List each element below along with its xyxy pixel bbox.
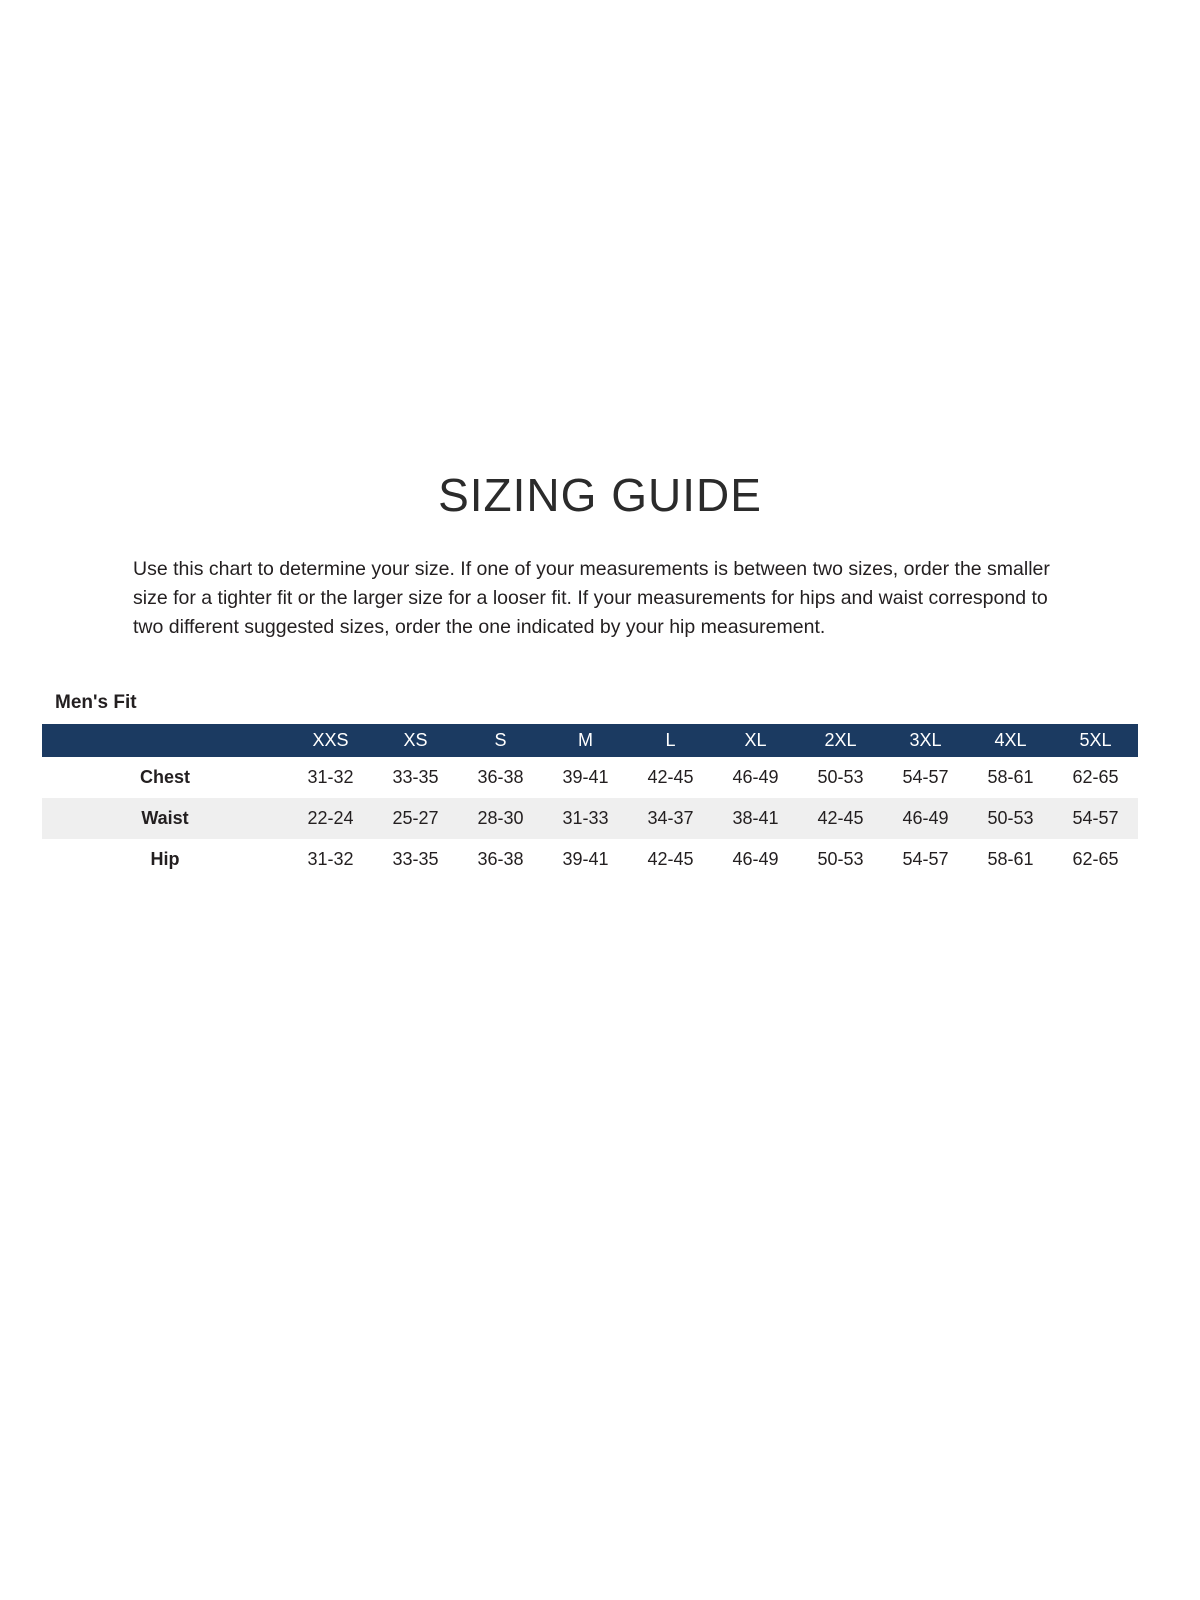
size-row-chest bbox=[42, 757, 1138, 798]
size-table-header bbox=[42, 724, 1138, 757]
size-column-header-2xl: 2XL bbox=[798, 724, 883, 757]
size-value-cell: 50-53 bbox=[817, 766, 864, 787]
size-value-cell: 28-30 bbox=[458, 798, 543, 839]
size-column-header-4xl: 4XL bbox=[968, 724, 1053, 757]
size-value-cell: 58-61 bbox=[987, 766, 1034, 787]
size-value-cell: 54-57 bbox=[902, 766, 949, 787]
size-column-header-5xl: 5XL bbox=[1053, 724, 1138, 757]
size-table-corner-cell bbox=[42, 724, 288, 757]
section-label-mens-fit: Men's Fit bbox=[55, 691, 137, 713]
size-value-cell: 42-45 bbox=[647, 766, 694, 787]
size-table bbox=[42, 724, 1138, 880]
size-value-cell: 36-38 bbox=[477, 766, 524, 787]
size-value-cell: 46-49 bbox=[732, 848, 779, 869]
size-table-header-row bbox=[42, 724, 1138, 757]
row-label-hip: Hip bbox=[150, 848, 180, 869]
size-row-waist bbox=[42, 798, 1138, 839]
size-table-body bbox=[42, 757, 1138, 880]
size-column-header-s: S bbox=[458, 724, 543, 757]
size-value-cell: 31-32 bbox=[307, 848, 354, 869]
page-title: SIZING GUIDE bbox=[438, 469, 762, 521]
size-value-cell: 31-33 bbox=[543, 798, 628, 839]
size-column-header-xs: XS bbox=[373, 724, 458, 757]
size-value-cell: 62-65 bbox=[1072, 766, 1119, 787]
size-row-hip bbox=[42, 839, 1138, 880]
size-value-cell: 22-24 bbox=[288, 798, 373, 839]
size-value-cell: 39-41 bbox=[562, 766, 609, 787]
size-value-cell: 50-53 bbox=[968, 798, 1053, 839]
size-value-cell: 38-41 bbox=[713, 798, 798, 839]
size-value-cell: 42-45 bbox=[798, 798, 883, 839]
size-value-cell: 54-57 bbox=[902, 848, 949, 869]
row-label-waist: Waist bbox=[42, 798, 288, 839]
size-value-cell: 25-27 bbox=[373, 798, 458, 839]
size-value-cell: 54-57 bbox=[1053, 798, 1138, 839]
size-value-cell: 46-49 bbox=[883, 798, 968, 839]
size-value-cell: 42-45 bbox=[647, 848, 694, 869]
size-value-cell: 34-37 bbox=[628, 798, 713, 839]
size-value-cell: 46-49 bbox=[732, 766, 779, 787]
size-value-cell: 39-41 bbox=[562, 848, 609, 869]
size-column-header-l: L bbox=[628, 724, 713, 757]
size-value-cell: 58-61 bbox=[987, 848, 1034, 869]
size-value-cell: 31-32 bbox=[307, 766, 354, 787]
intro-text: Use this chart to determine your size. If one of your measurements is between two sizes, order the smaller size for a tighter fit or the larger size for a looser fit. If your measurements for hips and waist correspond to two different suggested sizes, order the one indicated by your hip measurement. bbox=[133, 557, 1050, 638]
size-column-header-xxs: XXS bbox=[288, 724, 373, 757]
size-column-header-xl: XL bbox=[713, 724, 798, 757]
size-value-cell: 33-35 bbox=[392, 766, 439, 787]
size-column-header-3xl: 3XL bbox=[883, 724, 968, 757]
size-value-cell: 33-35 bbox=[392, 848, 439, 869]
size-value-cell: 36-38 bbox=[477, 848, 524, 869]
size-value-cell: 50-53 bbox=[817, 848, 864, 869]
size-column-header-m: M bbox=[543, 724, 628, 757]
size-value-cell: 62-65 bbox=[1072, 848, 1119, 869]
row-label-chest: Chest bbox=[139, 766, 190, 787]
